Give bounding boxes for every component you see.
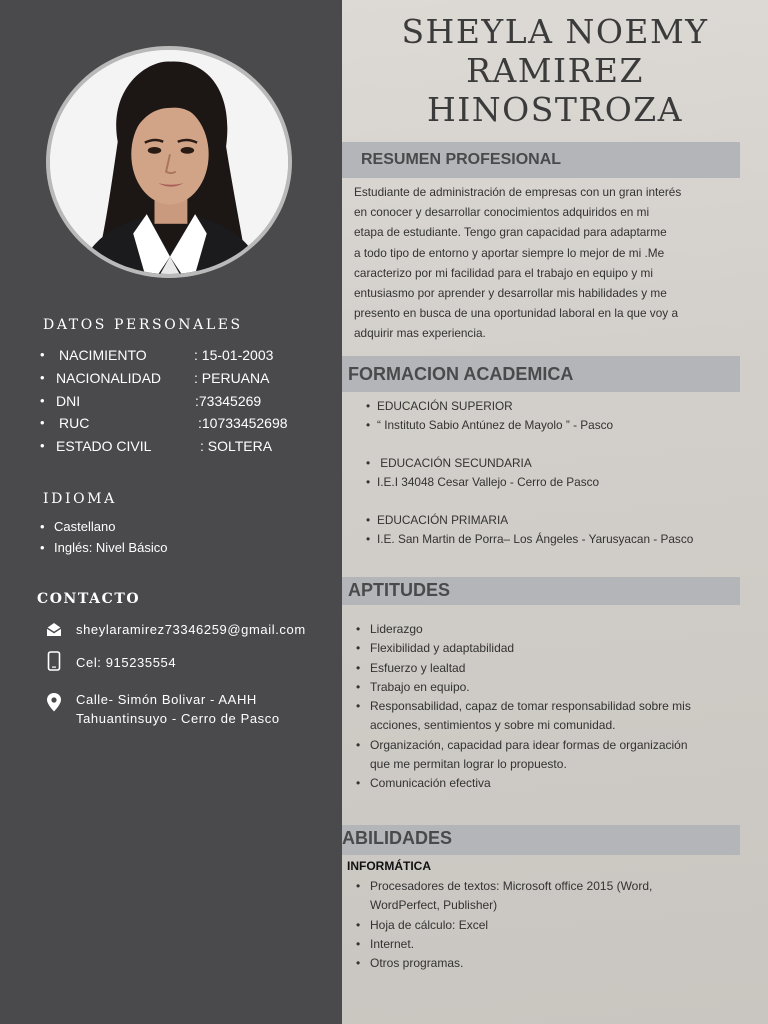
skill-item: • Procesadores de textos: Microsoft office 2015 (Word, WordPerfect, Publisher) <box>356 877 701 916</box>
aptitudes-list <box>356 620 701 794</box>
contact-heading: CONTACTO <box>37 591 141 607</box>
aptitude-item: • Esfuerzo y lealtad <box>356 659 701 678</box>
education-superior-list <box>366 397 706 436</box>
education-secondary-list <box>366 454 706 493</box>
summary-section-bar <box>342 142 740 178</box>
contact-phone: Cel: 915235554 <box>76 655 177 670</box>
summary-line: presento en busca de una oportunidad laboral en la que voy a <box>354 306 678 321</box>
skill-item: • Internet. <box>356 935 701 954</box>
aptitude-item: • Liderazgo <box>356 620 701 639</box>
personal-data-value: : SOLTERA <box>200 438 273 455</box>
education-primary-list <box>366 511 706 550</box>
summary-line: etapa de estudiante. Tengo gran capacidad para adaptarme <box>354 225 667 240</box>
education-institution: • I.E.I 34048 Cesar Vallejo - Cerro de Pasco <box>366 473 706 492</box>
personal-data-value: : PERUANA <box>194 369 270 386</box>
education-level: • EDUCACIÓN SUPERIOR <box>366 397 706 416</box>
summary-text <box>354 182 729 344</box>
summary-line: Estudiante de administración de empresas con un gran interés <box>354 185 682 199</box>
personal-data-label: • NACIMIENTO <box>59 347 147 363</box>
mail-icon <box>44 620 64 640</box>
language-item: • Inglés: Nivel Básico <box>38 540 167 561</box>
name-line: RAMIREZ <box>466 51 644 90</box>
personal-data-item <box>38 369 270 392</box>
summary-heading: RESUMEN PROFESIONAL <box>361 151 562 168</box>
skills-section-bar <box>342 825 740 855</box>
language-list <box>38 519 167 561</box>
education-level: • EDUCACIÓN SECUNDARIA <box>366 454 706 473</box>
contact-address-line2: Tahuantinsuyo - Cerro de Pasco <box>76 711 280 726</box>
aptitude-item: • Trabajo en equipo. <box>356 678 701 697</box>
contact-address-line1: Calle- Simón Bolivar - AAHH <box>76 692 257 707</box>
personal-data-item <box>38 414 288 437</box>
education-level: • EDUCACIÓN PRIMARIA <box>366 511 706 530</box>
education-institution: • “ Instituto Sabio Antúnez de Mayolo ” - Pasco <box>366 416 706 435</box>
summary-line: a todo tipo de entorno y aportar siempre lo mejor de mi .Me <box>354 245 665 260</box>
personal-data-label: • ESTADO CIVIL <box>56 438 152 455</box>
name-line: HINOSTROZA <box>426 90 684 129</box>
personal-data-label: • RUC <box>59 415 90 432</box>
personal-data-item <box>38 346 274 369</box>
personal-data-label: • DNI <box>56 392 81 409</box>
summary-line: entusiasmo por aprender y desarrollar mis habilidades y me <box>354 286 667 301</box>
education-section-bar <box>342 356 740 392</box>
personal-data-value: :73345269 <box>195 392 262 409</box>
portrait-image <box>50 50 288 274</box>
skill-item: • Otros programas. <box>356 954 701 973</box>
personal-data-list <box>38 346 288 460</box>
personal-data-heading: DATOS PERSONALES <box>43 317 243 333</box>
full-name <box>342 12 768 129</box>
personal-data-label: • NACIONALIDAD <box>56 369 162 386</box>
aptitude-item: • Flexibilidad y adaptabilidad <box>356 639 701 658</box>
contact-email[interactable]: sheylaramirez73346259@gmail.com <box>76 622 306 637</box>
skill-item: • Hoja de cálculo: Excel <box>356 916 701 935</box>
personal-data-item <box>38 437 273 460</box>
language-item: • Castellano <box>38 519 167 540</box>
phone-icon <box>44 651 64 671</box>
aptitude-item: • Responsabilidad, capaz de tomar responsabilidad sobre mis acciones, sentimientos y sobre mi comunidad. <box>356 697 701 736</box>
right-column <box>342 0 768 1024</box>
skills-list <box>356 877 701 973</box>
left-column <box>0 0 342 1024</box>
language-heading: IDIOMA <box>43 491 117 507</box>
summary-line: adquirir mas experiencia. <box>354 326 486 341</box>
personal-data-value: :10733452698 <box>198 415 288 432</box>
profile-photo <box>46 46 292 278</box>
name-line: SHEYLA NOEMY <box>401 12 709 51</box>
education-institution: • I.E. San Martin de Porra– Los Ángeles - Yarusyacan - Pasco <box>366 530 706 549</box>
personal-data-value: : 15-01-2003 <box>194 347 274 363</box>
personal-data-item <box>38 392 262 415</box>
summary-line: caracterizo por mi facilidad para el trabajo en equipo y mi <box>354 265 654 280</box>
summary-line: en conocer y desarrollar conocimientos adquiridos en mi <box>354 205 650 220</box>
skills-subheading: INFORMÁTICA <box>347 859 431 873</box>
aptitude-item: • Organización, capacidad para idear formas de organización que me permitan lograr lo propuesto. <box>356 736 701 775</box>
aptitudes-section-bar <box>342 577 740 605</box>
aptitudes-heading: APTITUDES <box>348 580 451 600</box>
skills-heading: ABILIDADES <box>342 828 453 848</box>
aptitude-item: • Comunicación efectiva <box>356 774 701 793</box>
education-heading: FORMACION ACADEMICA <box>348 364 574 384</box>
location-pin-icon <box>44 692 64 712</box>
